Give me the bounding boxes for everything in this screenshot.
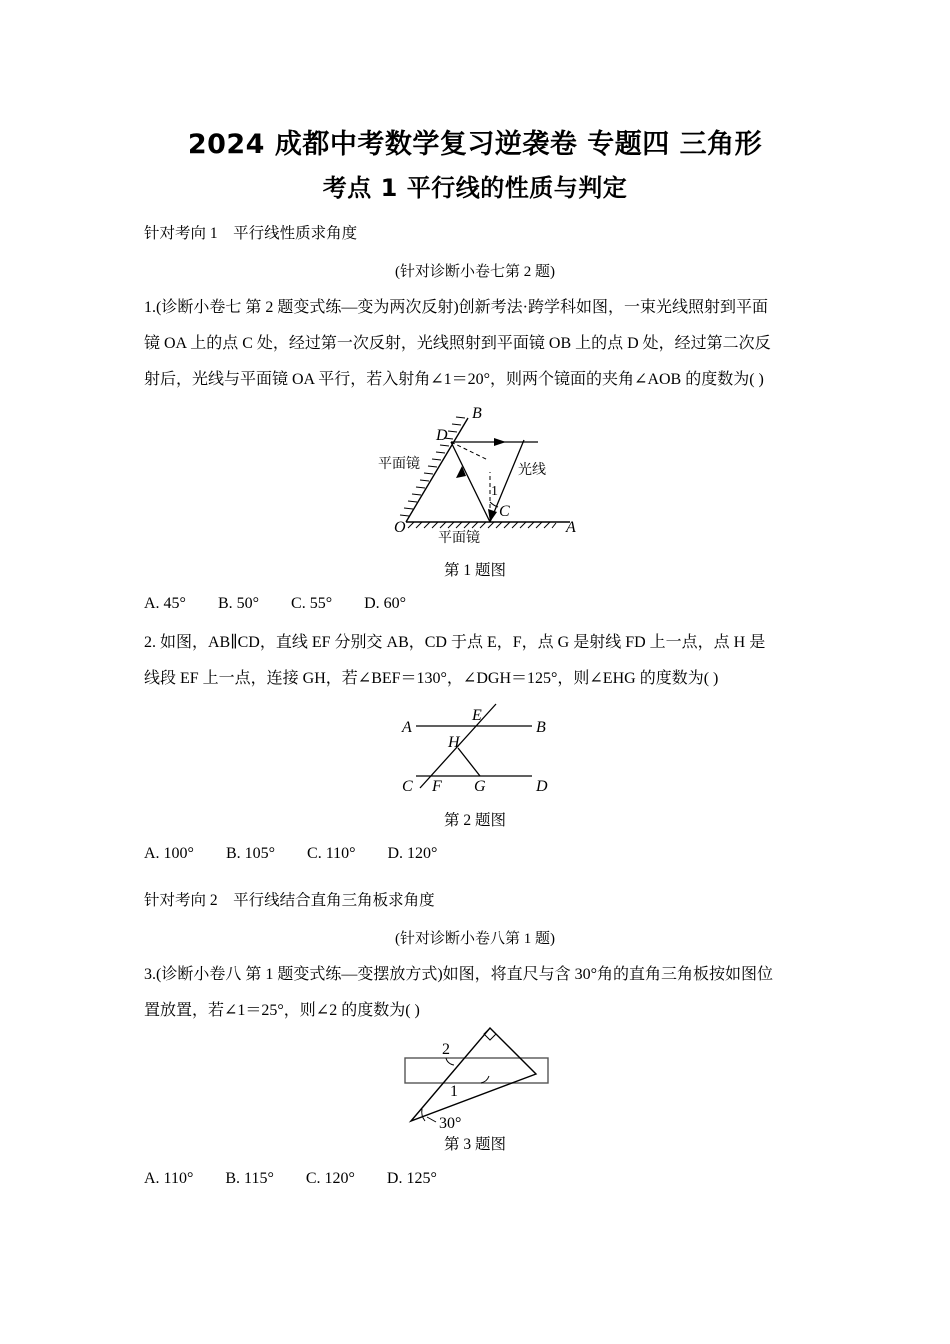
question-2-line-1 [144,629,816,652]
question-2-line-2 [144,665,816,688]
page-subtitle: 考点 1 平行线的性质与判定 [322,174,628,202]
angle-1-arc [481,1076,489,1083]
q3-text-2: 置放置，若∠1＝25°，则∠2 的度数为( ) [144,1002,420,1019]
figure-1-caption: 第 1 题图 [443,562,506,579]
section-heading-1: 针对考向 1 平行线性质求角度 [144,225,358,242]
section-heading-2: 针对考向 2 平行线结合直角三角板求角度 [144,892,435,909]
section-source-note-2: (针对诊断小卷八第 1 题) [395,931,555,947]
label-mirror-bottom: 平面镜 [438,530,480,546]
figure-3-caption: 第 3 题图 [443,1136,506,1153]
question-3-choices: A. 110° B. 115° C. 120° D. 125° [144,1170,437,1187]
angle-2-arc [446,1058,454,1065]
question-1-line-1 [144,294,816,317]
label-point-H: H [448,734,460,751]
q3-text-1: 3.(诊断小卷八 第 1 题变式练—变摆放方式)如图，将直尺与含 30°角的直角三角板按如图位 [144,966,774,983]
question-1-line-2 [144,330,816,353]
q1-text-2: 镜 OA 上的点 C 处，经过第一次反射，光线照射到平面镜 OB 上的点 D 处，经过第二次反 [144,335,771,352]
label-point-A: A [402,719,412,736]
q1-text-3: 射后，光线与平面镜 OA 平行，若入射角∠1＝20°，则两个镜面的夹角∠AOB 的度数为( ) [144,371,764,388]
q2-text-1: 2. 如图，AB∥CD，直线 EF 分别交 AB，CD 于点 E，F，点 G 是射线 FD 上一点，点 H 是 [144,634,766,651]
label-point-F: F [432,778,442,795]
label-angle-2: 2 [442,1041,450,1058]
reflected-ray-1 [451,442,490,522]
reflected-ray-1-arrow [456,466,466,478]
angle-30-leader [427,1117,436,1122]
label-point-A: A [566,519,576,536]
label-point-D: D [536,778,548,795]
label-point-G: G [474,778,486,795]
label-angle-30: 30° [439,1115,462,1132]
ruler-rectangle [405,1058,548,1083]
label-point-B: B [536,719,546,736]
figure-1-mirrors-and-rays [378,404,598,544]
label-angle-1: 1 [491,484,498,499]
figure-3-ruler-and-setsquare [398,1016,568,1132]
question-2-choices: A. 100° B. 105° C. 110° D. 120° [144,845,438,862]
figure-2-parallel-lines [396,704,566,796]
label-mirror-left: 平面镜 [378,456,420,472]
question-1-choices: A. 45° B. 50° C. 55° D. 60° [144,595,407,612]
question-1-line-3 [144,366,816,389]
q1-text-1: 1.(诊断小卷七 第 2 题变式练—变为两次反射)创新考法·跨学科如图，一束光线照射到平面 [144,299,768,316]
label-point-O: O [394,519,406,536]
angle-30-arc [422,1109,425,1121]
label-point-C: C [402,778,413,795]
question-3-line-1 [144,961,816,984]
section-source-note-1: (针对诊断小卷七第 2 题) [395,264,555,280]
label-point-D: D [436,427,448,444]
page-title: 2024 成都中考数学复习逆袭卷 专题四 三角形 [187,129,763,160]
q2-text-2: 线段 EF 上一点，连接 GH，若∠BEF＝130°，∠DGH＝125°，则∠EHG 的度数为( ) [144,670,719,687]
label-point-C: C [499,503,510,520]
label-ray: 光线 [518,462,546,478]
figure-2-caption: 第 2 题图 [443,812,506,829]
mirror-oa-hatching [408,522,556,528]
label-point-E: E [472,707,482,724]
label-angle-1: 1 [450,1083,458,1100]
label-point-B: B [472,405,482,422]
normal-at-d-dashed [451,442,488,460]
segment-gh [458,748,480,776]
reflected-ray-2-arrow [494,438,506,446]
setsquare-triangle [411,1028,536,1121]
